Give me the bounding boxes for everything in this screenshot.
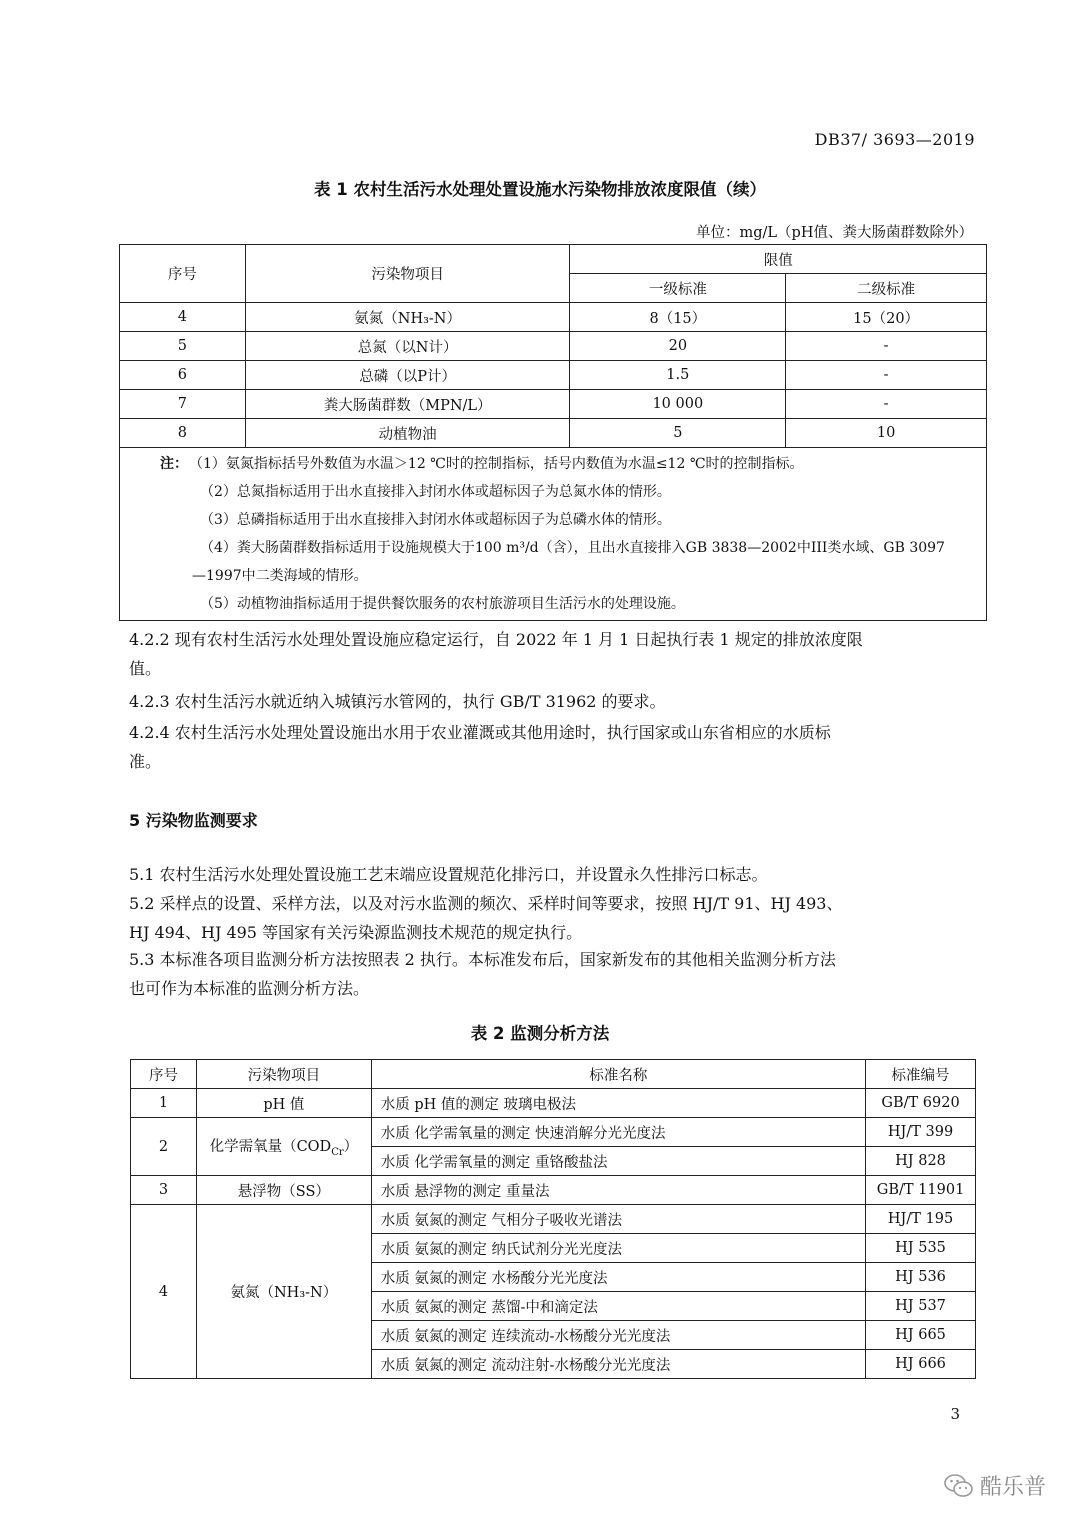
header-limit: 限值 <box>570 245 987 274</box>
table-row <box>120 390 987 419</box>
cell-no: 1 <box>131 1089 197 1118</box>
wechat-icon <box>944 1473 974 1499</box>
table1 <box>119 244 987 621</box>
cell-item: 氨氮（NH₃-N） <box>196 1205 371 1379</box>
cell-method-code: HJ 535 <box>866 1234 976 1263</box>
cell-grade1: 10 000 <box>570 390 786 419</box>
cell-method-code: HJ 828 <box>866 1147 976 1176</box>
table-row <box>120 332 987 361</box>
note-label: 注： <box>160 456 188 472</box>
cell-grade2: - <box>786 332 987 361</box>
cell-method-name: 水质 氨氮的测定 流动注射-水杨酸分光光度法 <box>371 1350 865 1379</box>
watermark-text: 酷乐普 <box>979 1475 1046 1500</box>
table-row <box>131 1205 976 1234</box>
cell-no: 8 <box>120 419 246 448</box>
cell-method-code: HJ 537 <box>866 1292 976 1321</box>
paragraph-line: 也可作为本标准的监测分析方法。 <box>129 979 370 998</box>
section-5-heading: 5 污染物监测要求 <box>129 811 258 830</box>
cell-no: 2 <box>131 1118 197 1176</box>
paragraph-line: 4.2.2 现有农村生活污水处理处置设施应稳定运行，自 2022 年 1 月 1 日起执行表 1 规定的排放浓度限 <box>129 630 863 649</box>
cell-no: 3 <box>131 1176 197 1205</box>
cell-method-name: 水质 氨氮的测定 气相分子吸收光谱法 <box>371 1205 865 1234</box>
cell-method-code: GB/T 11901 <box>866 1176 976 1205</box>
cell-method-name: 水质 氨氮的测定 水杨酸分光光度法 <box>371 1263 865 1292</box>
cell-method-code: HJ/T 195 <box>866 1205 976 1234</box>
header-name: 标准名称 <box>371 1060 865 1089</box>
note-4-continued: —1997中二类海域的情形。 <box>192 568 368 584</box>
note-4: （4）粪大肠菌群数指标适用于设施规模大于100 m³/d（含），且出水直接排入GB 3838—2002中III类水域、GB 3097 <box>200 540 945 556</box>
paragraph-4-2-4 <box>129 718 977 776</box>
cell-grade2: - <box>786 390 987 419</box>
cell-item: 氨氮（NH₃-N） <box>245 303 570 332</box>
cell-grade2: 10 <box>786 419 987 448</box>
header-no: 序号 <box>120 245 246 303</box>
note-5: （5）动植物油指标适用于提供餐饮服务的农村旅游项目生活污水的处理设施。 <box>200 596 685 612</box>
cell-item: 化学需氧量$(COD_{Cr})$ <box>196 1118 371 1176</box>
paragraph-4-2-3: 4.2.3 农村生活污水就近纳入城镇污水管网的，执行 GB/T 31962 的要求。 <box>129 692 666 711</box>
paragraph-line: 值。 <box>129 659 162 678</box>
table-row <box>120 419 987 448</box>
cell-grade1: 20 <box>570 332 786 361</box>
cell-method-code: HJ 665 <box>866 1321 976 1350</box>
cell-grade1: 1.5 <box>570 361 786 390</box>
cell-item: 悬浮物（SS） <box>196 1176 371 1205</box>
table-row <box>131 1176 976 1205</box>
cell-method-code: HJ/T 399 <box>866 1118 976 1147</box>
notes-row <box>120 448 987 621</box>
cell-no: 7 <box>120 390 246 419</box>
header-item: 污染物项目 <box>196 1060 371 1089</box>
cell-item: 动植物油 <box>245 419 570 448</box>
cell-method-name: 水质 氨氮的测定 连续流动-水杨酸分光光度法 <box>371 1321 865 1350</box>
paragraph-5-2 <box>129 889 977 947</box>
table2 <box>130 1059 976 1379</box>
watermark <box>944 1470 1046 1501</box>
table-row <box>131 1118 976 1147</box>
cell-method-code: HJ 666 <box>866 1350 976 1379</box>
paragraph-line: 5.3 本标准各项目监测分析方法按照表 2 执行。本标准发布后，国家新发布的其他相关监测分析方法 <box>129 950 836 969</box>
cell-no: 4 <box>120 303 246 332</box>
table1-unit-note: 单位：mg/L（pH值、粪大肠菌群数除外） <box>696 225 973 241</box>
header-grade2: 二级标准 <box>786 274 987 303</box>
cell-item: 总氮（以N计） <box>245 332 570 361</box>
table-row <box>120 303 987 332</box>
cell-item: 粪大肠菌群数（MPN/L） <box>245 390 570 419</box>
cell-item: pH 值 <box>196 1089 371 1118</box>
paragraph-line: 准。 <box>129 752 162 771</box>
cell-method-code: HJ 536 <box>866 1263 976 1292</box>
cell-method-name: 水质 悬浮物的测定 重量法 <box>371 1176 865 1205</box>
cell-item: 总磷（以P计） <box>245 361 570 390</box>
paragraph-line: HJ 494、HJ 495 等国家有关污染源监测技术规范的规定执行。 <box>129 923 583 942</box>
table-header-row <box>131 1060 976 1089</box>
cell-grade1: 8（15） <box>570 303 786 332</box>
paragraph-line: 4.2.4 农村生活污水处理处置设施出水用于农业灌溉或其他用途时，执行国家或山东省相应的水质标 <box>129 723 831 742</box>
cell-method-name: 水质 化学需氧量的测定 快速消解分光光度法 <box>371 1118 865 1147</box>
cell-grade2: 15（20） <box>786 303 987 332</box>
header-item: 污染物项目 <box>245 245 570 303</box>
document-id: DB37/ 3693—2019 <box>814 130 975 149</box>
note-3: （3）总磷指标适用于出水直接排入封闭水体或超标因子为总磷水体的情形。 <box>200 512 671 528</box>
cell-no: 6 <box>120 361 246 390</box>
cell-method-name: 水质 氨氮的测定 纳氏试剂分光光度法 <box>371 1234 865 1263</box>
note-2: （2）总氮指标适用于出水直接排入封闭水体或超标因子为总氮水体的情形。 <box>200 484 671 500</box>
header-grade1: 一级标准 <box>570 274 786 303</box>
cell-method-name: 水质 氨氮的测定 蒸馏-中和滴定法 <box>371 1292 865 1321</box>
paragraph-5-1: 5.1 农村生活污水处理处置设施工艺末端应设置规范化排污口，并设置永久性排污口标志。 <box>129 865 768 884</box>
paragraph-4-2-2 <box>129 625 977 683</box>
cell-method-name: 水质 化学需氧量的测定 重铬酸盐法 <box>371 1147 865 1176</box>
cell-grade1: 5 <box>570 419 786 448</box>
header-code: 标准编号 <box>866 1060 976 1089</box>
cell-no: 4 <box>131 1205 197 1379</box>
table1-caption: 表 1 农村生活污水处理处置设施水污染物排放浓度限值（续） <box>314 180 766 199</box>
note-1-text: （1）氨氮指标括号外数值为水温＞12 ℃时的控制指标，括号内数值为水温≤12 ℃时的控制指标。 <box>196 456 804 472</box>
table-row <box>120 361 987 390</box>
note-1 <box>120 450 986 478</box>
cell-method-name: 水质 pH 值的测定 玻璃电极法 <box>371 1089 865 1118</box>
paragraph-line: 5.2 采样点的设置、采样方法，以及对污水监测的频次、采样时间等要求，按照 HJ/T 91、HJ 493、 <box>129 894 843 913</box>
header-no: 序号 <box>131 1060 197 1089</box>
page-number: 3 <box>950 1405 960 1423</box>
table-header-row <box>120 245 987 274</box>
cell-no: 5 <box>120 332 246 361</box>
cell-grade2: - <box>786 361 987 390</box>
table2-caption: 表 2 监测分析方法 <box>470 1024 610 1043</box>
table-row <box>131 1089 976 1118</box>
table1-notes <box>120 448 987 621</box>
cell-method-code: GB/T 6920 <box>866 1089 976 1118</box>
paragraph-5-3 <box>129 945 977 1003</box>
